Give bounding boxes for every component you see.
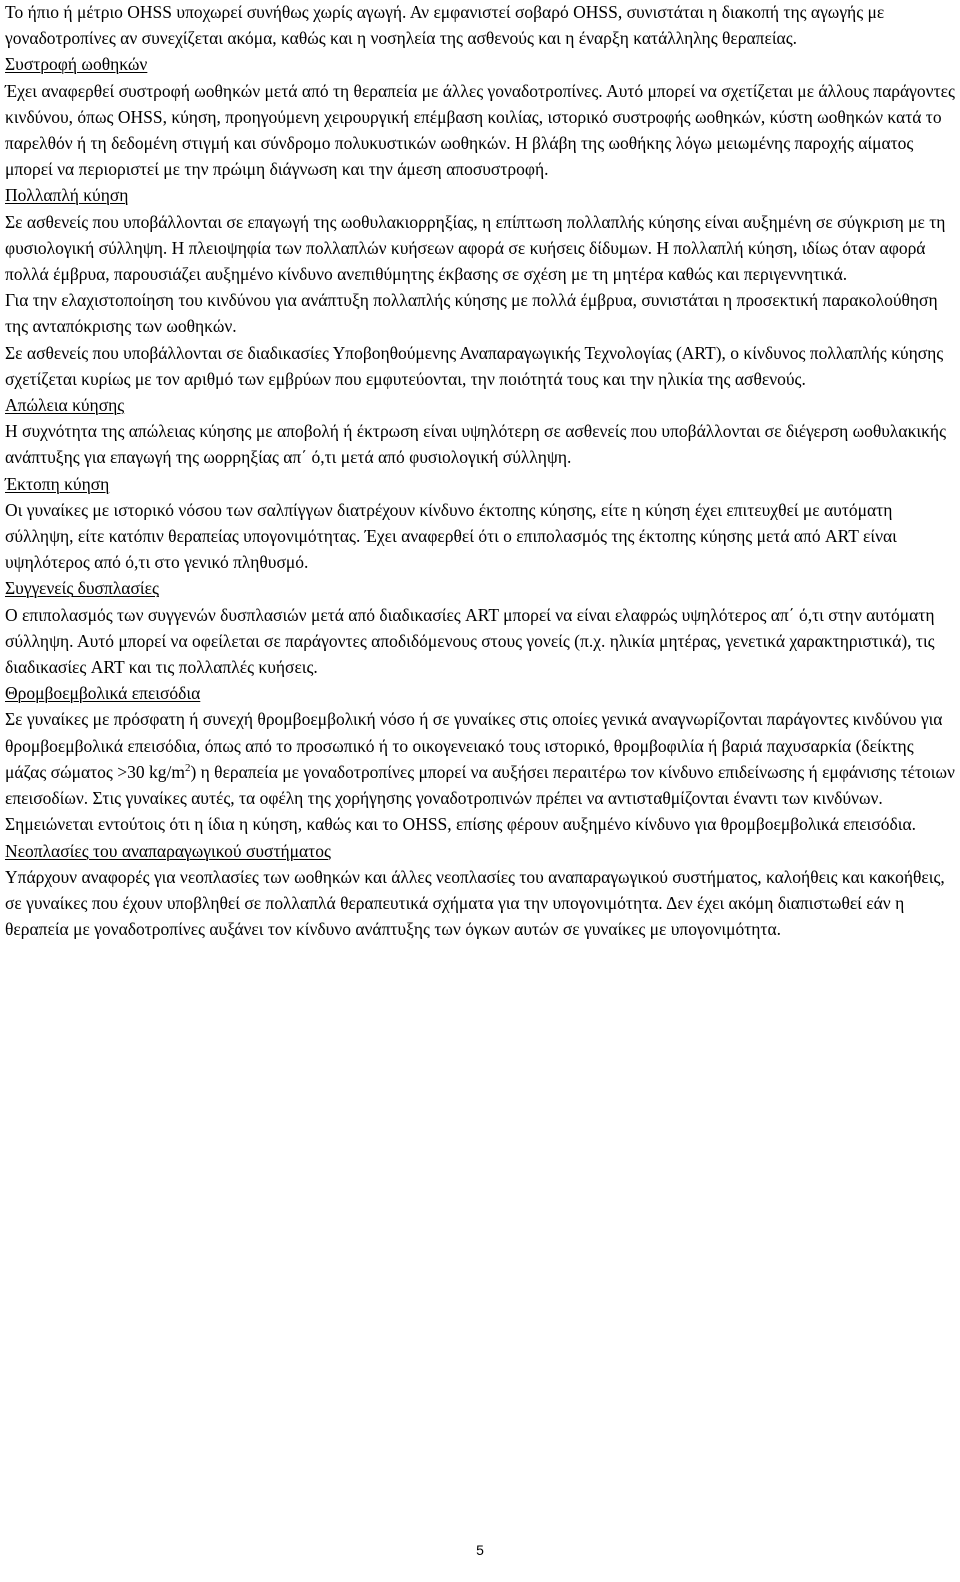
- multiple-pregnancy-paragraph-3: Σε ασθενείς που υποβάλλονται σε διαδικασίες Υποβοηθούμενης Αναπαραγωγικής Τεχνολογίας (ART), ο κίνδυνος πολλαπλής κύησης σχετίζεται κυρίως με τον αριθμό των εμβρύων που εμφυτεύονται, την ποιότητά τους και την ηλικία της ασθενούς.: [5, 342, 944, 389]
- neoplasms-section: [5, 838, 955, 943]
- multiple-pregnancy-paragraph-2: Για την ελαχιστοποίηση του κινδύνου για ανάπτυξη πολλαπλής κύησης με πολλά έμβρυα, συνιστάται η προσεκτική παρακολούθηση της ανταπόκρισης των ωοθηκών.: [5, 290, 938, 337]
- superscript-2: 2: [184, 762, 191, 775]
- intro-paragraph: Το ήπιο ή μέτριο OHSS υποχωρεί συνήθως χωρίς αγωγή. Αν εμφανιστεί σοβαρό OHSS, συνιστάται η διακοπή της αγωγής με γοναδοτροπίνες αν συνεχίζεται ακόμα, καθώς και η νοσηλεία της ασθενούς και η έναρξη κατάλληλης θεραπείας.: [5, 2, 885, 49]
- congenital-malformations-section: [5, 575, 955, 680]
- thromboembolic-section: [5, 680, 955, 837]
- multiple-pregnancy-section: [5, 182, 955, 287]
- thromboembolic-text-before: Σε γυναίκες με πρόσφατη ή συνεχή θρομβοεμβολική νόσο ή σε γυναίκες στις οποίες γενικά αναγνωρίζονται παράγοντες κινδύνου για θρομβοεμβολικά επεισόδια, όπως από το προσωπικό ή το οικογενειακό τους ιστορικό, θρομβοφιλία ή βαριά παχυσαρκία (δείκτης μάζας σώματος >30 kg/m: [5, 709, 943, 782]
- congenital-malformations-text: Ο επιπολασμός των συγγενών δυσπλασιών μετά από διαδικασίες ART μπορεί να είναι ελαφρώς υψηλότερος απ΄ ό,τι στην αυτόματη σύλληψη. Αυτό μπορεί να οφείλεται σε παράγοντες αποδιδόμενους στους γονείς (π.χ. ηλικία μητέρας, γενετικά χαρακτηριστικά), τις διαδικασίες ART και τις πολλαπλές κυήσεις.: [5, 604, 935, 678]
- congenital-malformations-heading: Συγγενείς δυσπλασίες: [5, 578, 159, 599]
- ectopic-pregnancy-heading: Έκτοπη κύηση: [5, 473, 110, 494]
- page-number: 5: [476, 1542, 484, 1558]
- neoplasms-text: Υπάρχουν αναφορές για νεοπλασίες των ωοθηκών και άλλες νεοπλασίες του αναπαραγωγικού συστήματος, καλοήθεις και κακοήθεις, σε γυναίκες που έχουν υποβληθεί σε πολλαπλά θεραπευτικά σχήματα για την υπογονιμότητα. Δεν έχει ακόμη διαπιστωθεί εάν η θεραπεία με γοναδοτροπίνες αυξάνει τον κίνδυνο ανάπτυξης των όγκων αυτών σε γυναίκες με υπογονιμότητα.: [5, 866, 945, 940]
- torsion-heading: Συστροφή ωοθηκών: [5, 54, 148, 75]
- multiple-pregnancy-heading: Πολλαπλή κύηση: [5, 185, 129, 206]
- torsion-text: Έχει αναφερθεί συστροφή ωοθηκών μετά από τη θεραπεία με άλλες γοναδοτροπίνες. Αυτό μπορεί να σχετίζεται με άλλους παράγοντες κινδύνου, όπως OHSS, κύηση, προηγούμενη χειρουργική επέμβαση κοιλίας, ιστορικό συστροφής ωοθηκών, κύστη ωοθηκών κατά το παρελθόν ή τη δεδομένη στιγμή και σύνδρομο πολυκυστικών ωοθηκών. Η βλάβη της ωοθήκης λόγω μειωμένης παροχής αίματος μπορεί να περιοριστεί με την πρώιμη διάγνωση και την άμεση αποσυστροφή.: [5, 80, 955, 180]
- thromboembolic-heading: Θρομβοεμβολικά επεισόδια: [5, 683, 201, 704]
- document-page: [5, 0, 955, 942]
- pregnancy-loss-section: [5, 392, 955, 471]
- ectopic-pregnancy-section: [5, 471, 955, 576]
- ectopic-pregnancy-text: Οι γυναίκες με ιστορικό νόσου των σαλπίγγων διατρέχουν κίνδυνο έκτοπης κύησης, είτε η κύηση έχει επιτευχθεί με αυτόματη σύλληψη, είτε κατόπιν θεραπείας υπογονιμότητας. Έχει αναφερθεί ότι ο επιπολασμός της έκτοπης κύησης μετά από ART είναι υψηλότερος από ό,τι στο γενικό πληθυσμό.: [5, 499, 897, 573]
- pregnancy-loss-heading: Απώλεια κύησης: [5, 395, 125, 416]
- torsion-section: [5, 51, 955, 182]
- thromboembolic-text-after: ) η θεραπεία με γοναδοτροπίνες μπορεί να αυξήσει περαιτέρω τον κίνδυνο επιδείνωσης ή εμφάνισης τέτοιων επεισοδίων. Στις γυναίκες αυτές, τα οφέλη της χορήγησης γοναδοτροπινών πρέπει να αντισταθμίζονται έναντι των κινδύνων. Σημειώνεται εντούτοις ότι η ίδια η κύηση, καθώς και το OHSS, επίσης φέρουν αυξημένο κίνδυνο για θρομβοεμβολικά επεισόδια.: [5, 761, 955, 835]
- neoplasms-heading: Νεοπλασίες του αναπαραγωγικού συστήματος: [5, 840, 331, 861]
- pregnancy-loss-text: Η συχνότητα της απώλειας κύησης με αποβολή ή έκτρωση είναι υψηλότερη σε ασθενείς που υποβάλλονται σε διέγερση ωοθυλακικής ανάπτυξης για επαγωγή της ωορρηξίας απ΄ ό,τι μετά από φυσιολογική σύλληψη.: [5, 421, 946, 468]
- multiple-pregnancy-text: Σε ασθενείς που υποβάλλονται σε επαγωγή της ωοθυλακιορρηξίας, η επίπτωση πολλαπλής κύησης είναι αυξημένη σε σύγκριση με τη φυσιολογική σύλληψη. Η πλειοψηφία των πολλαπλών κυήσεων αφορά σε κυήσεις δίδυμων. Η πολλαπλή κύηση, ιδίως όταν αφορά πολλά έμβρυα, παρουσιάζει αυξημένο κίνδυνο ανεπιθύμητης έκβασης σε σχέση με τη μητέρα καθώς και περιγεννητικά.: [5, 211, 946, 285]
